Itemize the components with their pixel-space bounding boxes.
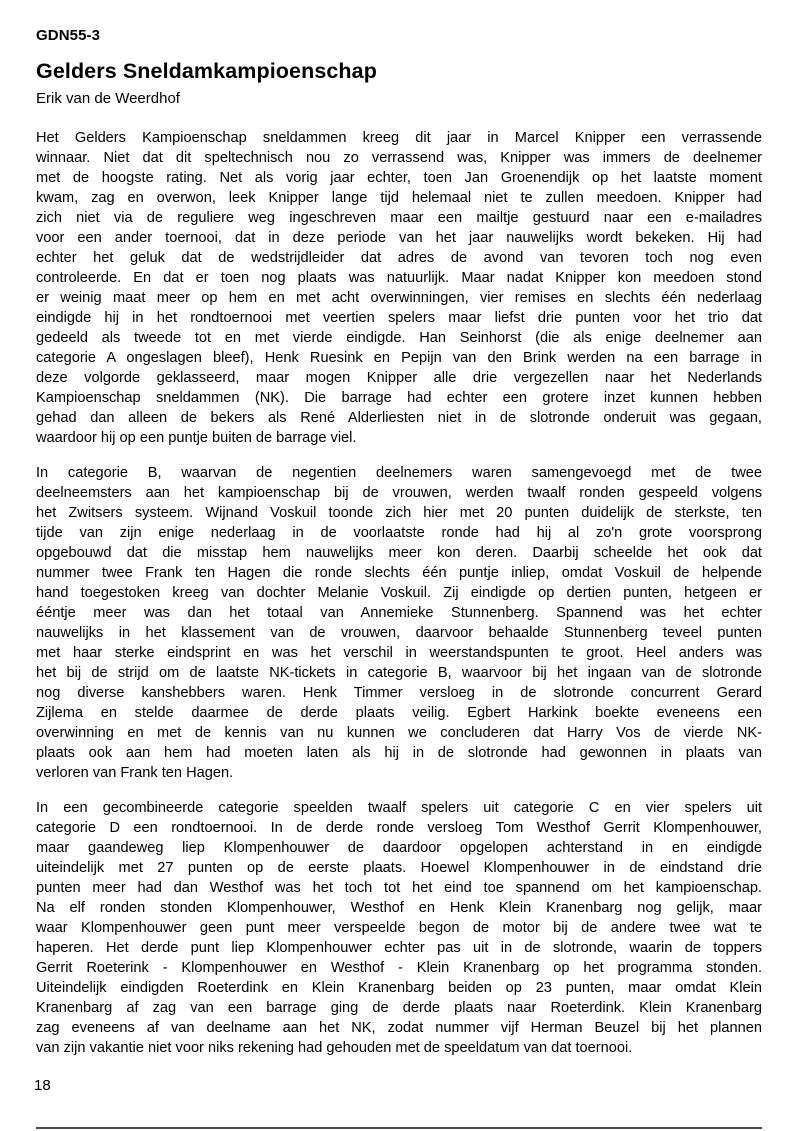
text-line: Na elf ronden stonden Klompenhouwer, Westhof en Henk Klein Kranenbarg nog gelijk, maar [36, 900, 762, 916]
text-line: waardoor hij op een puntje buiten de barrage viel. [36, 430, 357, 446]
text-line: voor een ander toernooi, dat in deze periode van het jaar nauwelijks wordt bekeken. Hij had [36, 230, 762, 246]
text-line: verloren van Frank ten Hagen. [36, 765, 234, 781]
text-line: er weinig maat meer op hem en met acht overwinningen, vier remises en slechts één nederlaag [36, 290, 762, 306]
text-line: winnaar. Niet dat dit speltechnisch nou zo verrassend was, Knipper was immers de deelnemer [36, 150, 762, 166]
text-line: hand toegestoken kreeg van dochter Melanie Voskuil. Zij eindigde op dertien punten, hetgeen er [36, 585, 762, 601]
text-line: punten meer had dan Westhof was het toch tot het eind toe spannend om het kampioenschap. [36, 880, 762, 896]
text-line: Gerrit Roeterink - Klompenhouwer en Westhof - Klein Kranenbarg op het programma stonden. [36, 960, 762, 976]
page-number: 18 [34, 1077, 51, 1094]
paragraph [36, 463, 762, 783]
text-line: plaats ook aan hem had moeten laten als hij in de slotronde had gewonnen in plaats van [36, 745, 762, 761]
footer-divider [36, 1127, 762, 1129]
text-line: het Zwitsers systeem. Wijnand Voskuil toonde zich hier met 20 punten duidelijk de sterkste, ten [36, 505, 762, 521]
text-line: eindigde hij in het rondtoernooi met veertien spelers maar liefst drie punten voor het trio dat [36, 310, 762, 326]
text-line: zag eveneens af van deelname aan het NK, zodat nummer vijf Herman Beuzel bij het plannen [36, 1020, 762, 1036]
text-line: nauwelijks in het klassement van de vrouwen, daarvoor behaalde Stunnenberg teveel punten [36, 625, 762, 641]
text-line: nummer twee Frank ten Hagen die ronde slechts één puntje inliep, omdat Voskuil de helpende [36, 565, 762, 581]
text-line: met de hoogste rating. Net als vorig jaar echter, toen Jan Groenendijk op het laatste moment [36, 170, 762, 186]
paragraph [36, 798, 762, 1058]
text-line: Kranenbarg af zag van een barrage ging de derde plaats naar Roeterdink. Klein Kranenbarg [36, 1000, 762, 1016]
page-title: Gelders Sneldamkampioenschap [36, 59, 377, 83]
text-line: Uiteindelijk eindigden Roeterdink en Klein Kranenbarg beiden op 23 punten, maar omdat Klein [36, 980, 762, 996]
text-line: controleerde. En dat er toen nog plaats was natuurlijk. Maar nadat Knipper kon meedoen stond [36, 270, 762, 286]
text-line: met haar sterke eindsprint en was het verschil in weerstandspunten te groot. Heel anders was [36, 645, 762, 661]
article-body [36, 128, 762, 1058]
text-line: Zijlema en stelde daarmee de derde plaats veilig. Egbert Harkink boekte eveneens een [36, 705, 762, 721]
text-line: overwinning en met de kennis van nu kunnen we concluderen dat Harry Vos de vierde NK- [36, 725, 762, 741]
text-line: Het Gelders Kampioenschap sneldammen kreeg dit jaar in Marcel Knipper een verrassende [36, 130, 762, 146]
text-line: gehad dan alleen de bekers als René Alderliesten niet in de slotronde onderuit was gegaan, [36, 410, 762, 426]
text-line: uiteindelijk met 27 punten op de eerste plaats. Hoewel Klompenhouwer in de eindstand drie [36, 860, 762, 876]
paragraph [36, 128, 762, 448]
text-line: In categorie B, waarvan de negentien deelnemers waren samengevoegd met de twee [36, 465, 762, 481]
text-line: tijde van zijn enige nederlaag in de voorlaatste ronde had hij al zo'n grote voorsprong [36, 525, 762, 541]
text-line: zich niet via de reguliere weg ingeschreven maar een mailtje gestuurd naar een e-mailadres [36, 210, 762, 226]
text-line: opgebouwd dat die misstap hem nauwelijks meer kon deren. Daarbij scheelde het ook dat [36, 545, 762, 561]
text-line: het bij de strijd om de laatste NK-tickets in categorie B, waarvoor bij het ingaan van de slotronde [36, 665, 762, 681]
issue-code: GDN55-3 [36, 27, 101, 44]
text-line: deelneemsters aan het kampioenschap bij de vrouwen, werden twaalf ronden gespeeld volgens [36, 485, 762, 501]
text-line: ééntje meer was dan het totaal van Annemieke Stunnenberg. Spannend was het echter [36, 605, 762, 621]
text-line: categorie A ongeslagen bleef), Henk Ruesink en Pepijn van den Brink werden na een barrage in [36, 350, 762, 366]
text-line: gedeeld als tweede tot en met vierde eindigde. Han Seinhorst (die als enige deelnemer aan [36, 330, 762, 346]
text-line: categorie D een rondtoernooi. In de derde ronde versloeg Tom Westhof Gerrit Klompenhouwer, [36, 820, 762, 836]
text-line: haperen. Het derde punt liep Klompenhouwer echter pas uit in de slotronde, waarin de toppers [36, 940, 762, 956]
text-line: In een gecombineerde categorie speelden twaalf spelers uit categorie C en vier spelers uit [36, 800, 762, 816]
text-line: deze volgorde geklasseerd, maar mogen Knipper alle drie vergezellen naar het Nederlands [36, 370, 762, 386]
text-line: nog diverse kanshebbers waren. Henk Timmer versloeg in de slotronde concurrent Gerard [36, 685, 762, 701]
text-line: kwam, zag en overwon, leek Knipper lange tijd helemaal niet te zullen meedoen. Knipper had [36, 190, 762, 206]
text-line: van zijn vakantie niet voor niks rekening had gehouden met de speeldatum van dat toernooi. [36, 1040, 633, 1056]
text-line: Kampioenschap sneldammen (NK). Die barrage had echter een grotere inzet kunnen hebben [36, 390, 762, 406]
author-byline: Erik van de Weerdhof [36, 90, 180, 107]
text-line: echter het geluk dat de wedstrijdleider dat adres de avond van tevoren toch nog even [36, 250, 762, 266]
text-line: waar Klompenhouwer geen punt meer verspeelde begon de motor bij de andere twee wat te [36, 920, 762, 936]
text-line: maar gaandeweg liep Klompenhouwer de daardoor opgelopen achterstand in en eindigde [36, 840, 762, 856]
